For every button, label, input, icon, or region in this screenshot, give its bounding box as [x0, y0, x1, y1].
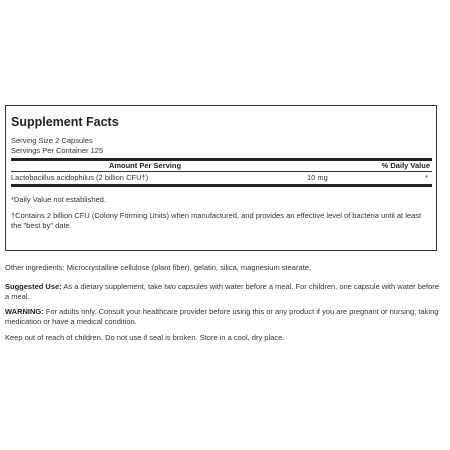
other-ingredients: Other ingredients: Microcrystalline cellulose (plant fiber), gelatin, silica, magnesium stearate. — [5, 263, 311, 272]
servings-per-container: Servings Per Container 125 — [11, 145, 104, 155]
panel-title: Supplement Facts — [11, 115, 119, 129]
storage-instructions: Keep out of reach of children. Do not use if seal is broken. Store in a cool, dry place. — [5, 333, 285, 342]
warning-label: WARNING: — [5, 307, 44, 316]
suggested-use-label: Suggested Use: — [5, 282, 62, 291]
ingredient-daily-value: * — [425, 173, 428, 182]
ingredient-row — [11, 172, 432, 184]
ingredient-amount: 10 mg — [307, 173, 328, 182]
warning — [5, 307, 441, 327]
thick-divider-bottom — [11, 184, 432, 187]
suggested-use — [5, 282, 441, 302]
ingredient-name: Lactobacillus acidophilus (2 billion CFU†) — [11, 173, 149, 182]
serving-size: Serving Size 2 Capsules — [11, 136, 93, 145]
table-header — [11, 161, 432, 171]
suggested-use-text: As a dietary supplement, take two capsules with water before a meal. For children, one capsule with water before a meal. — [5, 282, 439, 301]
footnote-cfu: †Contains 2 billion CFU (Colony Forming Units) when manufactured, and provides an effective level of bacteria until at least the "best by" date. — [11, 211, 422, 230]
amount-per-serving-header: Amount Per Serving — [108, 161, 182, 170]
footnote-daily-value: *Daily Value not established. — [11, 195, 106, 204]
supplement-facts-panel — [5, 105, 437, 251]
daily-value-header: % Daily Value — [381, 161, 430, 170]
warning-text: For adults only. Consult your healthcare provider before using this or any product if you are pregnant or nursing, taking medication or have a medical condition. — [5, 307, 439, 326]
